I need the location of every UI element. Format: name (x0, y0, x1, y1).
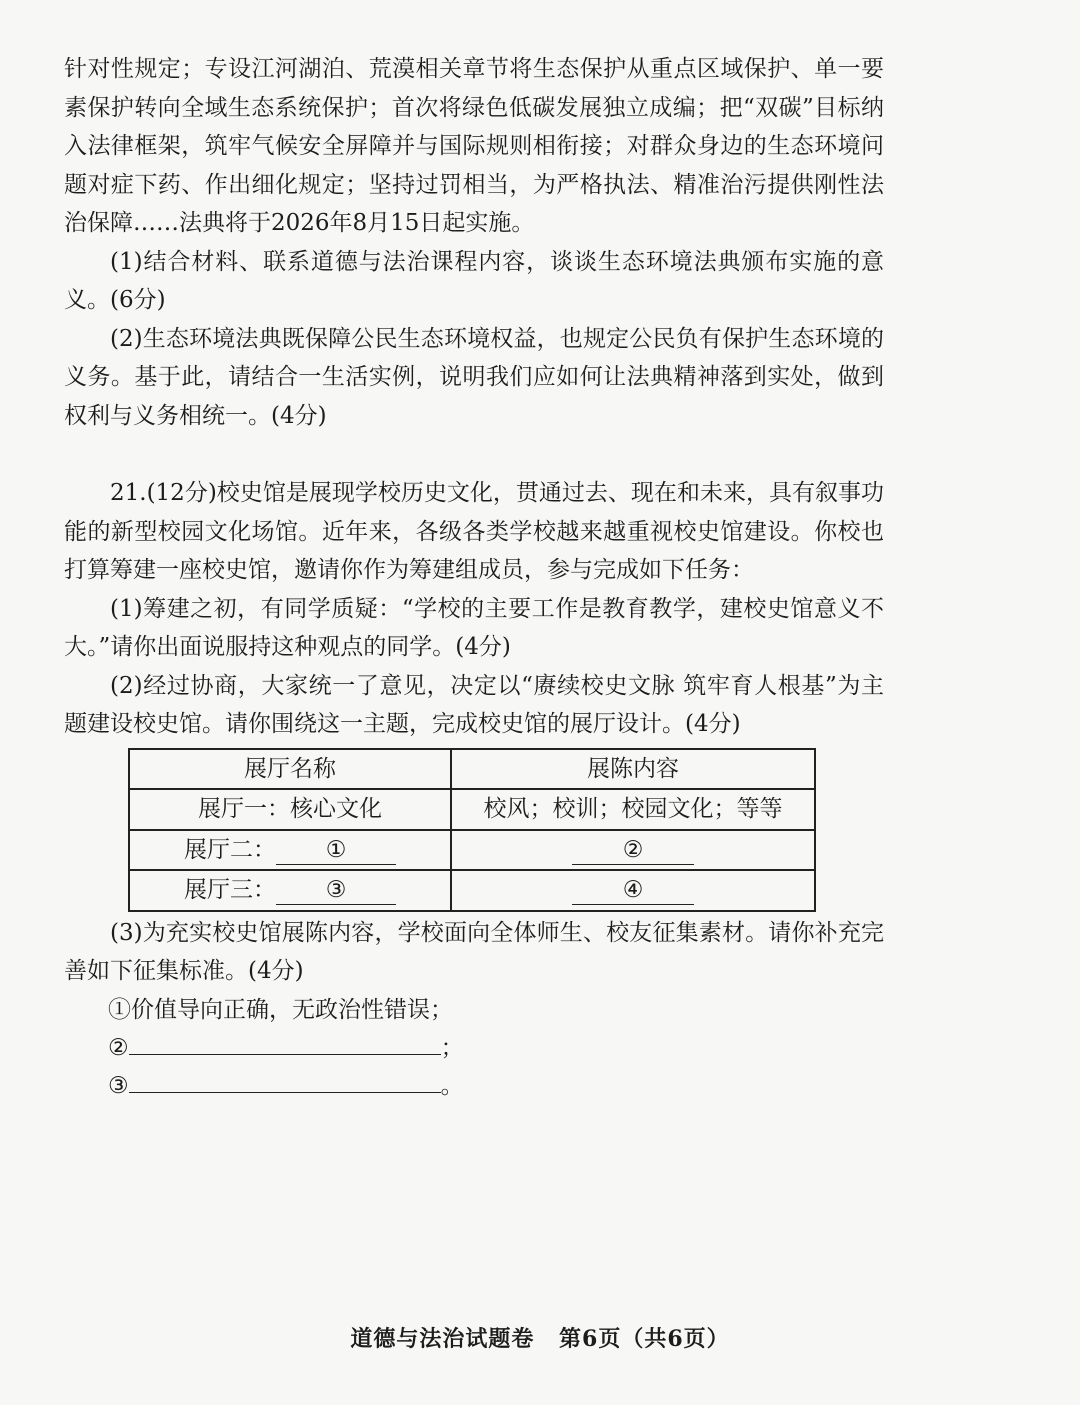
q20-subquestion-2: (2)生态环境法典既保障公民生态环境权益，也规定公民负有保护生态环境的义务。基于此，请结合一生活实例，说明我们应如何让法典精神落到实处，做到权利与义务相统一。(4分) (64, 325, 884, 429)
hall-3-content-cell (451, 870, 815, 911)
hall-3-content-blank[interactable]: ④ (572, 876, 694, 905)
criteria-item-2-end: ； (440, 1034, 464, 1061)
q21-intro: 21.(12分)校史馆是展现学校历史文化，贯通过去、现在和未来，具有叙事功能的新型校园文化场馆。近年来，各级各类学校越来越重视校史馆建设。你校也打算筹建一座校史馆，邀请你作为筹建组成员，参与完成如下任务： (64, 480, 884, 583)
criteria-item-2 (64, 1029, 884, 1067)
criteria-item-3-marker: ③ (108, 1072, 129, 1099)
footer-page-number: 第6页（共6页） (559, 1326, 730, 1352)
hall-2-label: 展厅二： (184, 836, 276, 863)
table-header-hall-name: 展厅名称 (129, 749, 451, 790)
q20-subquestion-1: (1)结合材料、联系道德与法治课程内容，谈谈生态环境法典颁布实施的意义。(6分) (64, 248, 884, 313)
footer-exam-title: 道德与法治试题卷 (350, 1326, 535, 1352)
hall-2-cell (129, 830, 451, 871)
table-row (129, 830, 815, 871)
page-footer (0, 1322, 1080, 1353)
criteria-item-2-blank[interactable] (129, 1030, 441, 1055)
q21-subquestion-3: (3)为充实校史馆展陈内容，学校面向全体师生、校友征集素材。请你补充完善如下征集标准。(4分) (64, 919, 884, 984)
hall-2-content-blank[interactable]: ② (572, 836, 694, 865)
criteria-item-3 (64, 1067, 884, 1105)
hall-3-name-blank[interactable]: ③ (276, 876, 396, 905)
exam-content (64, 50, 884, 1105)
criteria-item-2-marker: ② (108, 1034, 129, 1061)
table-header-exhibit-content: 展陈内容 (451, 749, 815, 790)
hall-3-cell (129, 870, 451, 911)
table-row (129, 789, 815, 830)
criteria-item-1: ①价值导向正确，无政治性错误； (108, 996, 453, 1023)
hall-3-label: 展厅三： (184, 877, 276, 903)
hall-2-name-blank[interactable]: ① (276, 836, 396, 865)
q21-subquestion-2: (2)经过协商，大家统一了意见，决定以“赓续校史文脉 筑牢育人根基”为主题建设校史馆。请你围绕这一主题，完成校史馆的展厅设计。(4分) (64, 672, 884, 737)
q20-material-paragraph: 针对性规定；专设江河湖泊、荒漠相关章节将生态保护从重点区域保护、单一要素保护转向全域生态系统保护；首次将绿色低碳发展独立成编；把“双碳”目标纳入法律框架，筑牢气候安全屏障并与国际规则相衔接；对群众身边的生态环境问题对症下药、作出细化规定；坚持过罚相当，为严格执法、精准治污提供刚性法治保障……法典将于2026年8月15日起实施。 (64, 56, 884, 236)
hall-2-content-cell (451, 830, 815, 871)
criteria-item-3-end: 。 (440, 1072, 464, 1099)
hall-1-content: 校风；校训；校园文化；等等 (451, 789, 815, 830)
criteria-item-3-blank[interactable] (129, 1068, 441, 1093)
table-header-row (129, 749, 815, 790)
exhibit-design-table (128, 748, 816, 912)
q21-subquestion-1: (1)筹建之初，有同学质疑：“学校的主要工作是教育教学，建校史馆意义不大。”请你出面说服持这种观点的同学。(4分) (64, 595, 884, 660)
hall-1-name: 展厅一：核心文化 (129, 789, 451, 830)
table-row (129, 870, 815, 911)
